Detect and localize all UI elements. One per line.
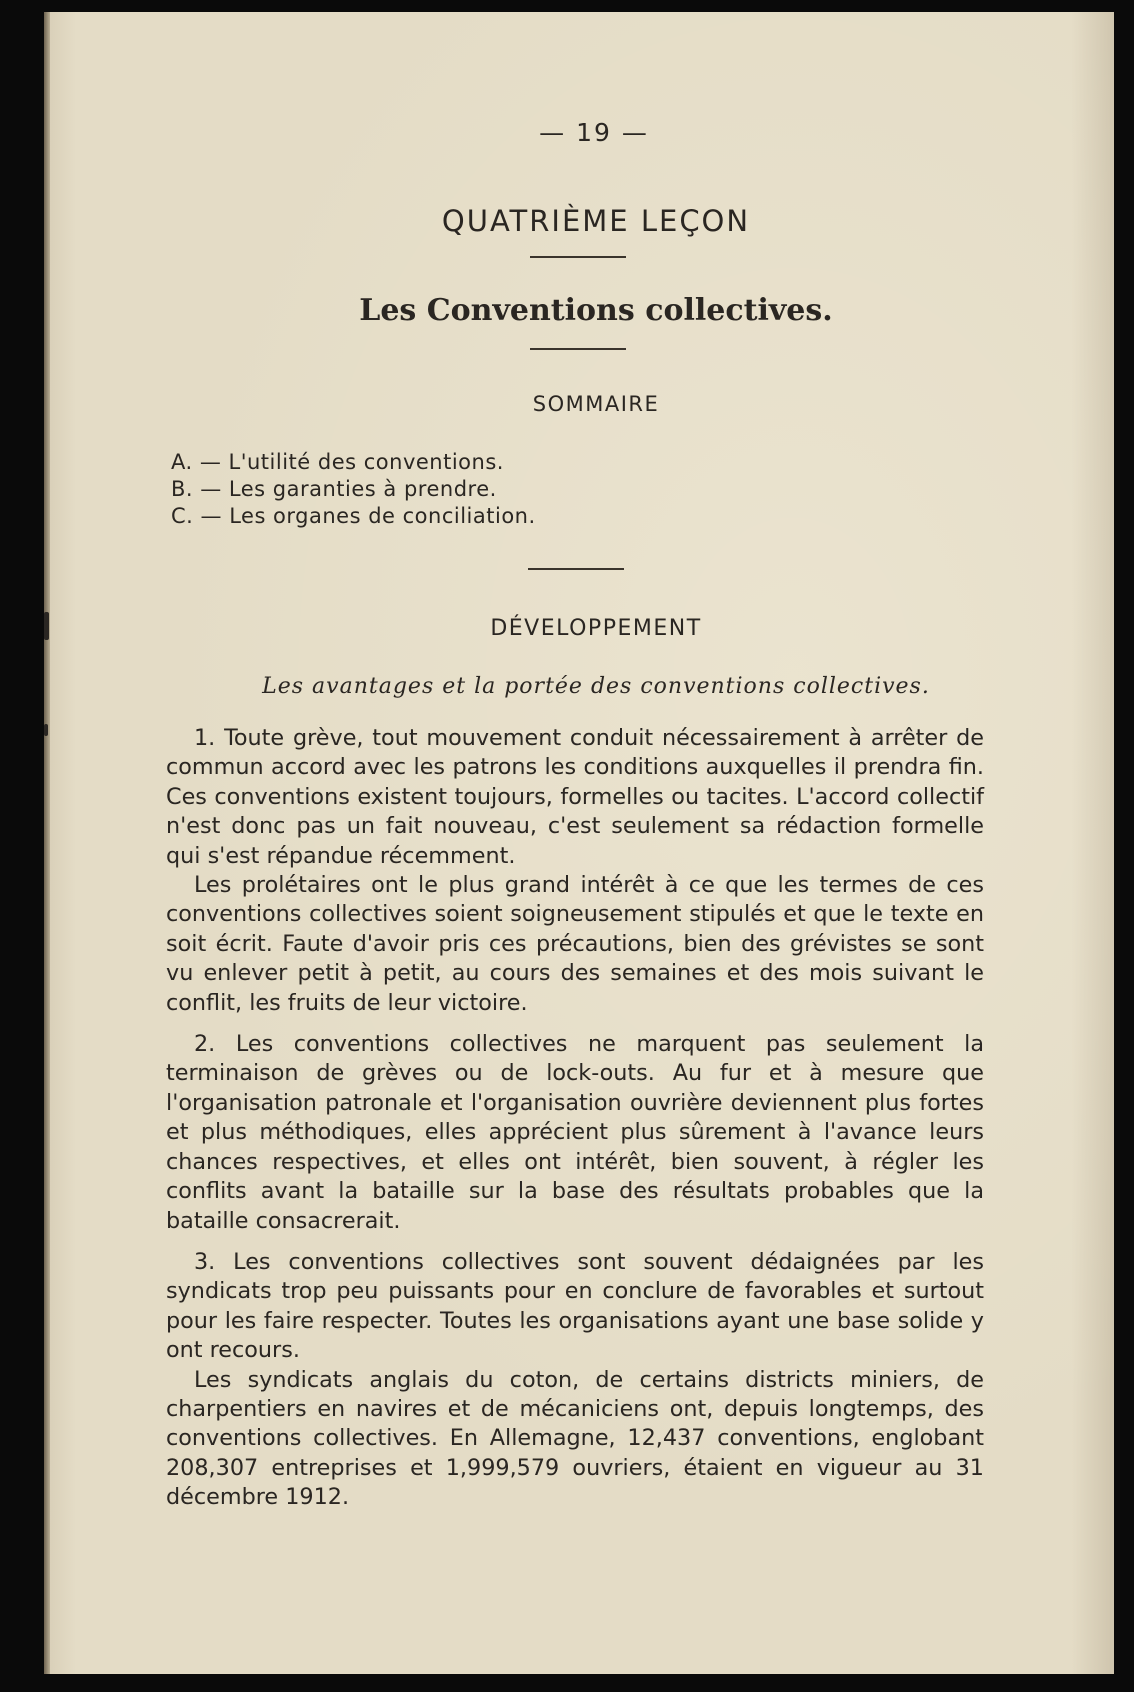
paragraph: Les syndicats anglais du coton, de certains districts miniers, de charpentiers en navires et de mécaniciens ont, depuis longtemps, des conventions collectives. En Allemagne, 12,437 conventions, englobant 208,307 entreprises et 1,999,579 ouvriers, étaient en vigueur au 31 décembre 1912. bbox=[166, 1366, 984, 1511]
paragraph: Les prolétaires ont le plus grand intérêt à ce que les termes de ces conventions collectives soient soigneusement stipulés et que le texte en soit écrit. Faute d'avoir pris ces précautions, bien des grévistes se sont vu enlever petit à petit, au cours des semaines et des mois suivant le conflit, les fruits de leur victoire. bbox=[166, 872, 984, 1016]
development-subtitle: Les avantages et la portée des conventions collectives. bbox=[262, 674, 930, 699]
divider-rule bbox=[528, 568, 624, 570]
paper-blemish bbox=[44, 724, 48, 736]
summary-item: C. — Les organes de conciliation. bbox=[171, 504, 536, 528]
chapter-title: Les Conventions collectives. bbox=[359, 293, 833, 328]
paper-blemish bbox=[44, 612, 49, 640]
summary-item: A. — L'utilité des conventions. bbox=[171, 450, 504, 474]
summary-heading: SOMMAIRE bbox=[532, 392, 660, 416]
paragraph: 1. Toute grève, tout mouvement conduit nécessairement à arrêter de commun accord avec les patrons les conditions auxquelles il prendra fin. Ces conventions existent toujours, formelles ou tacites. L'accord collectif n'est donc pas un fait nouveau, c'est seulement sa rédaction formelle qui s'est répandue récemment. bbox=[166, 725, 984, 869]
page-spine-edge bbox=[44, 12, 50, 1674]
summary-list bbox=[171, 449, 536, 530]
lesson-heading: QUATRIÈME LEÇON bbox=[441, 204, 751, 238]
book-page bbox=[44, 12, 1114, 1674]
divider-rule bbox=[530, 256, 626, 258]
paragraph: 3. Les conventions collectives sont souvent dédaignées par les syndicats trop peu puissants pour en conclure de favorables et surtout pour les faire respecter. Toutes les organisations ayant une base solide y ont recours. bbox=[166, 1248, 984, 1364]
development-heading: DÉVELOPPEMENT bbox=[490, 616, 702, 641]
paragraph: 2. Les conventions collectives ne marquent pas seulement la terminaison de grèves ou de lock-outs. Au fur et à mesure que l'organisation patronale et l'organisation ouvrière deviennent plus fortes et plus méthodiques, elles apprécient plus sûrement à l'avance leurs chances respectives, et elles ont intérêt, bien souvent, à régler les conflits avant la bataille sur la base des résultats probables que la bataille consacrerait. bbox=[166, 1031, 984, 1234]
page-number: — 19 — bbox=[539, 118, 649, 147]
divider-rule bbox=[530, 348, 626, 350]
body-text bbox=[166, 724, 984, 1513]
summary-item: B. — Les garanties à prendre. bbox=[171, 477, 497, 501]
